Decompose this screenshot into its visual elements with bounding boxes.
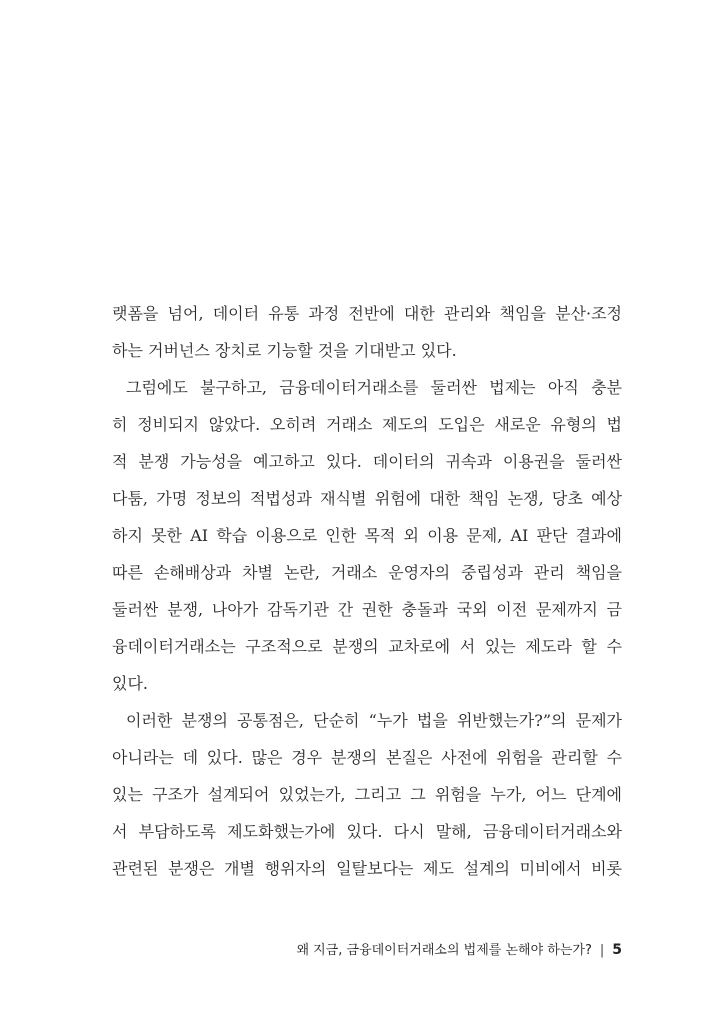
text-line: 하는 거버넌스 장치로 기능할 것을 기대받고 있다.	[112, 341, 457, 360]
page-footer	[296, 940, 622, 960]
text-line: 히 정비되지 않았다. 오히려 거래소 제도의 도입은 새로운 유형의 법	[112, 415, 622, 434]
text-line: 하지 못한 AI 학습 이용으로 인한 목적 외 이용 문제, AI 판단 결과에	[112, 526, 622, 545]
page-number: 5	[612, 942, 622, 958]
text-line: 랫폼을 넘어, 데이터 유통 과정 전반에 대한 관리와 책임을 분산·조정	[112, 304, 622, 323]
text-line: 따른 손해배상과 차별 논란, 거래소 운영자의 중립성과 관리 책임을	[112, 563, 622, 582]
text-line: 서 부담하도록 제도화했는가에 있다. 다시 말해, 금융데이터거래소와	[112, 822, 622, 841]
text-line: 아니라는 데 있다. 많은 경우 분쟁의 본질은 사전에 위험을 관리할 수	[112, 748, 622, 767]
text-line: 관련된 분쟁은 개별 행위자의 일탈보다는 제도 설계의 미비에서 비롯	[112, 859, 622, 878]
paragraph-first-line: 그럼에도 불구하고, 금융데이터거래소를 둘러싼 법제는 아직 충분	[126, 378, 622, 397]
text-line: 둘러싼 분쟁, 나아가 감독기관 간 권한 충돌과 국외 이전 문제까지 금	[112, 600, 622, 619]
text-line: 융데이터거래소는 구조적으로 분쟁의 교차로에 서 있는 제도라 할 수	[112, 637, 622, 656]
text-line: 있다.	[112, 674, 148, 693]
text-line: 다툼, 가명 정보의 적법성과 재식별 위험에 대한 책임 논쟁, 당초 예상	[112, 489, 622, 508]
footer-separator: |	[599, 943, 605, 958]
body-text	[112, 295, 622, 887]
running-title: 왜 지금, 금융데이터거래소의 법제를 논해야 하는가?	[296, 943, 592, 958]
text-line: 있는 구조가 설계되어 있었는가, 그리고 그 위험을 누가, 어느 단계에	[112, 785, 622, 804]
paragraph-first-line: 이러한 분쟁의 공통점은, 단순히 “누가 법을 위반했는가?”의 문제가	[126, 711, 622, 730]
text-line: 적 분쟁 가능성을 예고하고 있다. 데이터의 귀속과 이용권을 둘러싼	[112, 452, 622, 471]
